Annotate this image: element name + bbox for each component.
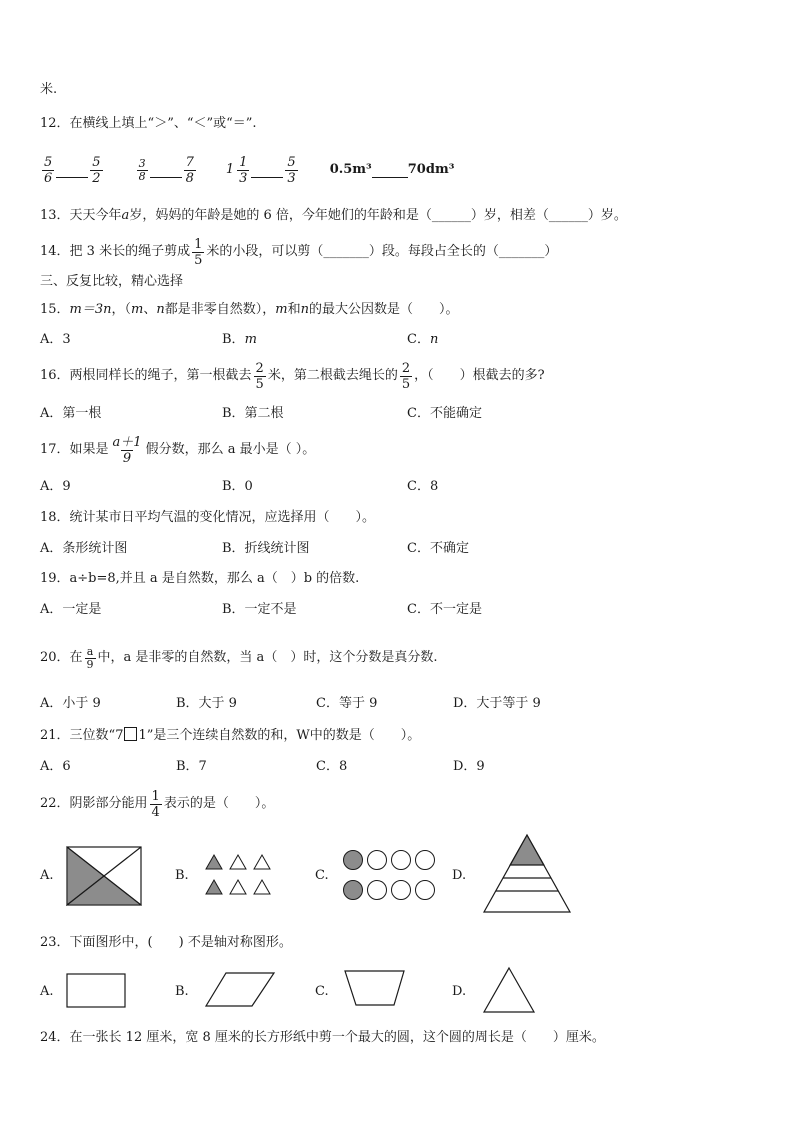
q23-option-d-label[interactable]: D. [452, 984, 467, 999]
q17-option-c[interactable]: C．8 [407, 479, 439, 494]
q12-blank-2[interactable] [150, 163, 182, 178]
q11-tail: 米. [40, 82, 58, 97]
q17-option-b[interactable]: B．0 [222, 479, 253, 494]
q23-stem: 23．下面图形中，( ) 不是轴对称图形。 [40, 935, 292, 950]
q15-option-b[interactable]: B．m [222, 332, 257, 347]
q22-option-d-label[interactable]: D. [452, 868, 467, 883]
q18-option-c[interactable]: C．不确定 [407, 541, 469, 556]
q12-blank-1[interactable] [56, 163, 88, 178]
q20-stem: 20．在 $\frac{a}{9}$ 中，a 是非零的自然数，当 a（ ）时，这个分数是真分数. [40, 644, 438, 671]
q24-stem: 24．在一张长 12 厘米，宽 8 厘米的长方形纸中剪一个最大的圆，这个圆的周长是（ ）厘米。 [40, 1030, 605, 1045]
q12-blank-4[interactable] [372, 163, 408, 178]
q19-option-c[interactable]: C．不一定是 [407, 602, 482, 617]
q19-stem: 19．a÷b=8,并且 a 是自然数，那么 a（ ）b 的倍数. [40, 571, 360, 586]
q22-option-d-figure[interactable] [482, 833, 572, 915]
q12-item1-left: $\frac{5}{6}$ [44, 154, 53, 186]
q18-option-b[interactable]: B．折线统计图 [222, 541, 310, 556]
q12-stem: 12．在横线上填上“＞”、“＜”或“＝”. [40, 116, 257, 131]
q23-option-b-label[interactable]: B. [175, 984, 189, 999]
q20-option-d[interactable]: D．大于等于 9 [453, 696, 541, 711]
q12-item1-right: $\frac{5}{2}$ [92, 154, 101, 186]
q22-stem: 22．阴影部分能用 $\frac{1}{4}$ 表示的是（ ）。 [40, 788, 275, 820]
q21-option-a[interactable]: A．6 [40, 759, 71, 774]
blank-square-icon [124, 727, 137, 741]
q20-option-c[interactable]: C．等于 9 [316, 696, 378, 711]
q15-option-c[interactable]: C．n [407, 332, 439, 347]
q17-option-a[interactable]: A．9 [40, 479, 71, 494]
q17-stem: 17．如果是 $\frac{a+1}{9}$ 假分数，那么 a 最小是（ ）。 [40, 434, 316, 466]
q23-option-c-figure[interactable] [344, 970, 406, 1008]
q23-option-b-figure[interactable] [204, 972, 276, 1008]
q16-stem: 16．两根同样长的绳子，第一根截去 $\frac{2}{5}$ 米，第二根截去绳长的 $\frac{2}{5}$ ，（ ）根截去的多? [40, 360, 545, 392]
section-3-title: 三、反复比较，精心选择 [40, 274, 184, 289]
q22-option-b-label[interactable]: B. [175, 868, 189, 883]
q19-option-b[interactable]: B．一定不是 [222, 602, 297, 617]
q16-option-b[interactable]: B．第二根 [222, 406, 284, 421]
q18-stem: 18．统计某市日平均气温的变化情况，应选择用（ ）。 [40, 510, 376, 525]
q15-stem: 15．m＝3n，（m、n都是非零自然数），m和n的最大公因数是（ ）。 [40, 302, 459, 317]
q13: 13．天天今年a岁，妈妈的年龄是她的 6 倍，今年她们的年龄和是（______）岁，相差（______）岁。 [40, 208, 627, 223]
q12-volume-left: 0.5m³ [329, 162, 372, 177]
q21-option-d[interactable]: D．9 [453, 759, 485, 774]
q21-stem: 21．三位数“7 1”是三个连续自然数的和，W中的数是（ ）。 [40, 728, 421, 743]
q16-option-a[interactable]: A．第一根 [40, 406, 102, 421]
q12-item2-right: $\frac{7}{8}$ [185, 154, 194, 186]
q12-item3-left: 1 $\frac{1}{3}$ [225, 154, 248, 186]
q22-option-b-figure[interactable] [204, 853, 272, 897]
q19-option-a[interactable]: A．一定是 [40, 602, 102, 617]
q23-option-d-figure[interactable] [482, 966, 536, 1014]
q12-item3-right: $\frac{5}{3}$ [287, 154, 296, 186]
q23-option-a-figure[interactable] [66, 973, 128, 1009]
q15-option-a[interactable]: A．3 [40, 332, 71, 347]
q16-option-c[interactable]: C．不能确定 [407, 406, 482, 421]
q22-option-c-figure[interactable] [342, 848, 438, 904]
q12-volume-right: 70dm³ [407, 162, 455, 177]
q22-option-a-figure[interactable] [66, 846, 142, 906]
q21-option-c[interactable]: C．8 [316, 759, 348, 774]
q14: 14．把 3 米长的绳子剪成 $\frac{1}{5}$ 米的小段，可以剪（_______）段。每段占全长的（_______） [40, 236, 558, 268]
q18-option-a[interactable]: A．条形统计图 [40, 541, 128, 556]
q20-option-b[interactable]: B．大于 9 [176, 696, 237, 711]
q12-blank-3[interactable] [251, 163, 283, 178]
q23-option-c-label[interactable]: C. [315, 984, 329, 999]
q20-option-a[interactable]: A．小于 9 [40, 696, 101, 711]
q23-option-a-label[interactable]: A. [40, 984, 54, 999]
q22-option-c-label[interactable]: C. [315, 868, 329, 883]
q12-items [40, 150, 454, 190]
q12-item2-left: $\frac{3}{8}$ [138, 156, 146, 183]
q21-option-b[interactable]: B．7 [176, 759, 207, 774]
q22-option-a-label[interactable]: A. [40, 868, 54, 883]
